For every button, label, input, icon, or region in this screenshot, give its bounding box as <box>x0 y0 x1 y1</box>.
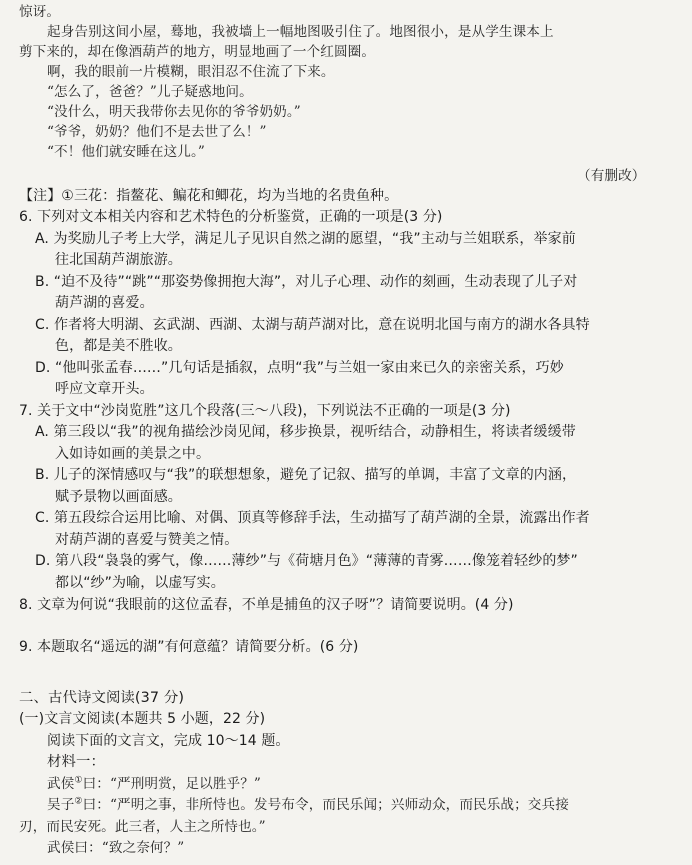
question-7-option-d: D. 第八段“袅袅的雾气，像……薄纱”与《荷塘月色》“薄薄的青雾……像笼着轻纱的梦” <box>35 553 578 569</box>
question-6-option-d: D. “他叫张孟春……”几句话是插叙，点明“我”与兰姐一家由来已久的亲密关系，巧妙 <box>35 360 564 376</box>
question-6-option-c-cont: 色，都是美不胜收。 <box>55 338 182 354</box>
footnote: 【注】①三花：指鳌花、鳊花和鲫花，均为当地的名贵鱼种。 <box>19 188 399 204</box>
question-7-stem: 7. 关于文中“沙岗览胜”这几个段落(三～八段)，下列说法不正确的一项是(3 分) <box>19 403 511 419</box>
classical-text-line: 武侯①曰：“严刑明赏，足以胜乎？” <box>47 775 261 792</box>
material-label: 材料一： <box>47 754 105 770</box>
source-note: （有删改） <box>577 168 646 184</box>
classical-text-line: 吴子②曰：“严明之事，非所恃也。发号布令，而民乐闻；兴师动众，而民乐战；交兵接 <box>47 796 569 813</box>
passage-line: 惊讶。 <box>19 4 61 20</box>
passage-line: “怎么了，爸爸？”儿子疑惑地问。 <box>47 84 253 100</box>
question-7-option-b-cont: 赋予景物以画面感。 <box>55 489 182 505</box>
passage-line: “爷爷，奶奶？他们不是去世了么！” <box>47 124 267 140</box>
question-7-option-a-cont: 入如诗如画的美景之中。 <box>55 446 211 462</box>
passage-line: 起身告别这间小屋，蓦地，我被墙上一幅地图吸引住了。地图很小，是从学生课本上 <box>47 24 554 40</box>
reading-instruction: 阅读下面的文言文，完成 10～14 题。 <box>47 733 290 749</box>
question-7-option-d-cont: 都以“纱”为喻，以虚写实。 <box>55 575 225 591</box>
passage-line: 啊，我的眼前一片模糊，眼泪忍不住流了下来。 <box>47 64 335 80</box>
question-7-option-b: B. 儿子的深情感叹与“我”的联想想象，避免了记叙、描写的单调，丰富了文章的内涵， <box>35 467 577 483</box>
passage-line: “没什么，明天我带你去见你的爷爷奶奶。” <box>47 104 301 120</box>
question-7-option-a: A. 第三段以“我”的视角描绘沙岗见闻，移步换景，视听结合，动静相生，将读者缓缓带 <box>35 424 576 440</box>
question-6-option-d-cont: 呼应文章开头。 <box>55 381 154 397</box>
question-9: 9. 本题取名“遥远的湖”有何意蕴？请简要分析。(6 分) <box>19 639 359 655</box>
classical-text-line: 刃，而民安死。此三者，人主之所恃也。” <box>19 819 266 835</box>
question-6-option-a: A. 为奖励儿子考上大学，满足儿子见识自然之湖的愿望，“我”主动与兰姐联系，举家前 <box>35 231 576 247</box>
question-8: 8. 文章为何说“我眼前的这位孟春，不单是捕鱼的汉子呀”？请简要说明。(4 分) <box>19 597 514 613</box>
question-7-option-c: C. 第五段综合运用比喻、对偶、顶真等修辞手法，生动描写了葫芦湖的全景，流露出作者 <box>35 510 590 526</box>
passage-line: “不！他们就安睡在这儿。” <box>47 144 205 160</box>
subsection-heading: (一)文言文阅读(本题共 5 小题，22 分) <box>19 711 266 727</box>
question-6-option-b-cont: 葫芦湖的喜爱。 <box>55 295 154 311</box>
passage-line: 剪下来的，却在像酒葫芦的地方，明显地画了一个红圆圈。 <box>19 44 376 60</box>
question-6-option-c: C. 作者将大明湖、玄武湖、西湖、太湖与葫芦湖对比，意在说明北国与南方的湖水各具特 <box>35 317 590 333</box>
question-6-option-b: B. “迫不及待”“跳”“那姿势像拥抱大海”，对儿子心理、动作的刻画，生动表现了儿子对 <box>35 274 578 290</box>
question-7-option-c-cont: 对葫芦湖的喜爱与赞美之情。 <box>55 532 239 548</box>
section-heading: 二、古代诗文阅读(37 分) <box>19 690 185 706</box>
question-6-option-a-cont: 往北国葫芦湖旅游。 <box>55 252 182 268</box>
classical-text-line: 武侯曰：“致之奈何？” <box>47 840 185 856</box>
question-6-stem: 6. 下列对文本相关内容和艺术特色的分析鉴赏，正确的一项是(3 分) <box>19 209 443 225</box>
